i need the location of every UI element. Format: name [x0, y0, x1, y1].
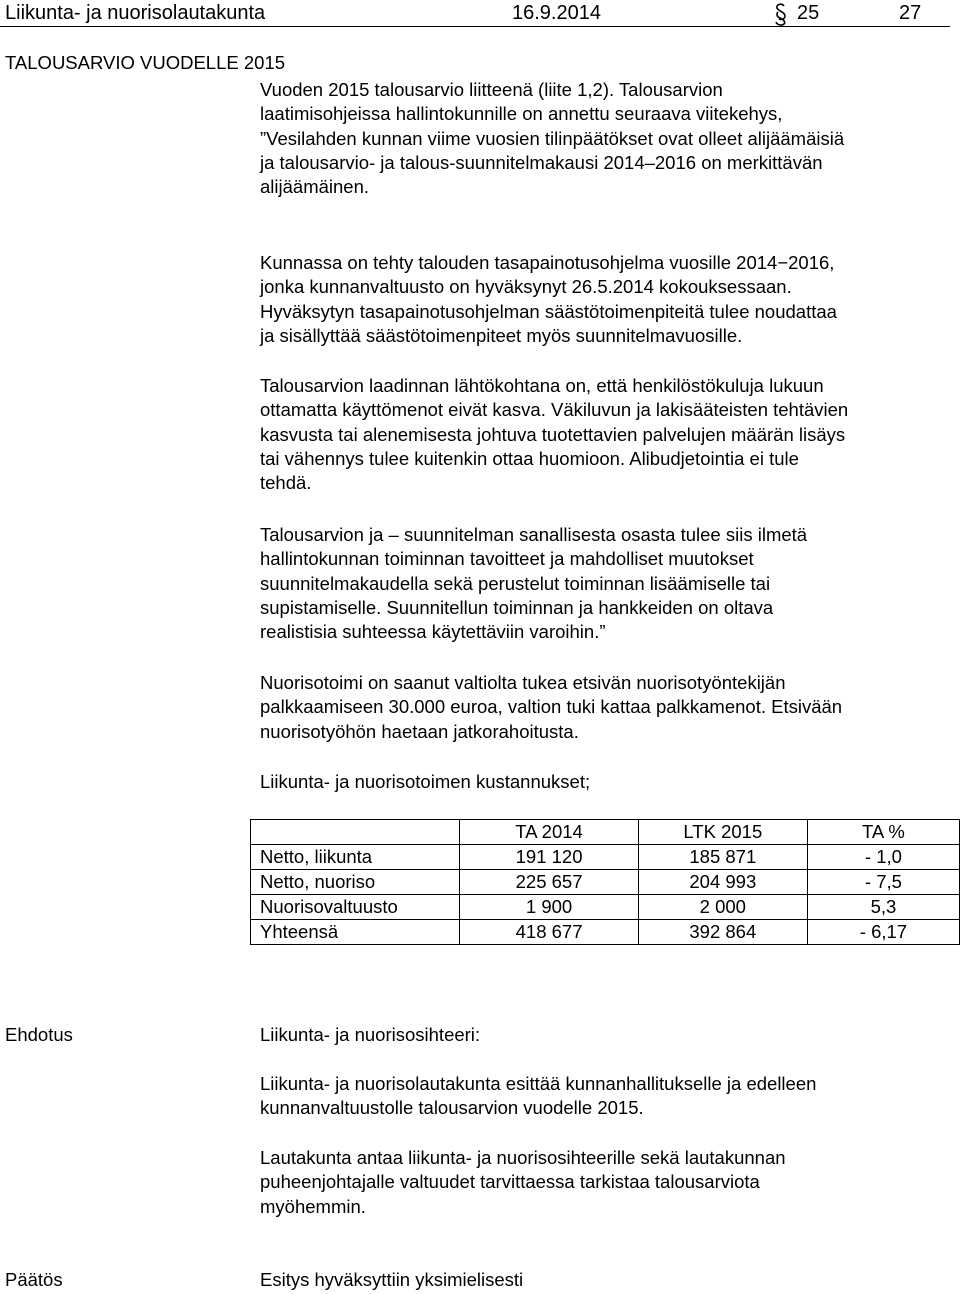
text-line: Hyväksytyn tasapainotusohjelman säästötoimenpiteitä tulee noudattaa [260, 300, 837, 322]
text-line: supistamiselle. Suunnitellun toiminnan ja hankkeiden on oltava [260, 596, 774, 618]
page-number: 27 [899, 2, 922, 24]
cost-table [250, 819, 960, 945]
paragraph-balancing-program [260, 251, 955, 348]
table-cell: - 6,17 [807, 920, 959, 945]
text-line: kasvusta tai alenemisesta johtuva tuotettavien palvelujen määrän lisäys [260, 423, 846, 445]
text-line: alijäämäinen. [260, 176, 370, 198]
paragraph-youth-worker [260, 671, 955, 744]
table-cell: - 7,5 [807, 870, 959, 895]
table-cell: - 1,0 [807, 845, 959, 870]
text-line: palkkaamiseen 30.000 euroa, valtion tuki kattaa palkkamenot. Etsivään [260, 696, 843, 718]
text-line: ottamatta käyttömenot eivät kasva. Väkiluvun ja lakisääteisten tehtävien [260, 399, 849, 421]
table-cell: 204 993 [638, 870, 807, 895]
header-divider [0, 26, 950, 27]
table-row [251, 870, 960, 895]
meeting-date: 16.9.2014 [512, 2, 601, 24]
text-line: Esitys hyväksyttiin yksimielisesti [260, 1269, 524, 1290]
table-cell: 1 900 [460, 895, 638, 920]
table-cell: 392 864 [638, 920, 807, 945]
text-line: ja talousarvio- ja talous-suunnitelmakausi 2014–2016 on merkittävän [260, 151, 823, 173]
paragraph-costs-heading [260, 770, 955, 794]
table-cell: Netto, nuoriso [251, 870, 460, 895]
decision-text [260, 1268, 955, 1292]
text-line: hallintokunnan toiminnan tavoitteet ja mahdolliset muutokset [260, 548, 754, 570]
text-line: jonka kunnanvaltuusto on hyväksynyt 26.5.2014 kokouksessaan. [260, 276, 792, 298]
section-number: 25 [797, 2, 820, 24]
text-line: Talousarvion ja – suunnitelman sanallisesta osasta tulee siis ilmetä [260, 524, 808, 545]
text-line: Lautakunta antaa liikunta- ja nuorisosihteerille sekä lautakunnan [260, 1147, 786, 1168]
table-header-cell: LTK 2015 [638, 820, 807, 845]
section-sign-icon [772, 2, 790, 26]
text-line: puheenjohtajalle valtuudet tarvittaessa tarkistaa talousarviota [260, 1171, 760, 1193]
text-line: Talousarvion laadinnan lähtökohtana on, että henkilöstökuluja lukuun [260, 375, 824, 396]
table-cell: 191 120 [460, 845, 638, 870]
table-cell: Yhteensä [251, 920, 460, 945]
table-row [251, 845, 960, 870]
table-row [251, 895, 960, 920]
table-cell: Netto, liikunta [251, 845, 460, 870]
table-header-cell [251, 820, 460, 845]
text-line: kunnanvaltuustolle talousarvion vuodelle 2015. [260, 1097, 644, 1119]
text-line: tehdä. [260, 472, 312, 494]
committee-name: Liikunta- ja nuorisolautakunta [5, 2, 266, 24]
decision-label: Päätös [5, 1269, 63, 1290]
text-line: suunnitelmakaudella sekä perustelut toiminnan lisäämiselle tai [260, 572, 771, 594]
text-line: Liikunta- ja nuorisotoimen kustannukset; [260, 771, 591, 792]
text-line: nuorisotyöhön haetaan jatkorahoitusta. [260, 720, 579, 742]
table-header-cell: TA % [807, 820, 959, 845]
text-line: tai vähennys tulee kuitenkin ottaa huomioon. Alibudjetointia ei tule [260, 447, 799, 469]
proposal-label: Ehdotus [5, 1024, 73, 1045]
table-cell: 225 657 [460, 870, 638, 895]
text-line: Nuorisotoimi on saanut valtiolta tukea etsivän nuorisotyöntekijän [260, 672, 786, 693]
proposal-text [260, 1072, 955, 1121]
table-cell: 418 677 [460, 920, 638, 945]
page-header [0, 0, 950, 28]
text-line: myöhemmin. [260, 1195, 366, 1217]
text-line: ”Vesilahden kunnan viime vuosien tilinpäätökset ovat olleet alijäämäisiä [260, 127, 845, 149]
document-title: TALOUSARVIO VUODELLE 2015 [5, 52, 286, 73]
table-cell: 185 871 [638, 845, 807, 870]
text-line: Liikunta- ja nuorisolautakunta esittää kunnanhallitukselle ja edelleen [260, 1073, 817, 1094]
table-row [251, 920, 960, 945]
text-line: ja sisällyttää säästötoimenpiteet myös suunnitelmavuosille. [260, 324, 743, 346]
table-cell: 5,3 [807, 895, 959, 920]
text-line: realistisia suhteessa käytettäviin varoihin.” [260, 621, 606, 643]
paragraph-verbal-part [260, 523, 955, 644]
table-header-row [251, 820, 960, 845]
text-line: Kunnassa on tehty talouden tasapainotusohjelma vuosille 2014−2016, [260, 252, 835, 273]
text-line: laatimisohjeissa hallintokunnille on annettu seuraava viitekehys, [260, 103, 783, 125]
proposal-text-authorization [260, 1146, 955, 1219]
table-header-cell: TA 2014 [460, 820, 638, 845]
table-cell: Nuorisovaltuusto [251, 895, 460, 920]
paragraph-guidelines [260, 78, 955, 199]
text-line: Liikunta- ja nuorisosihteeri: [260, 1024, 481, 1045]
paragraph-starting-point [260, 374, 955, 495]
proposal-presenter [260, 1023, 955, 1047]
text-line: Vuoden 2015 talousarvio liitteenä (liite 1,2). Talousarvion [260, 79, 723, 100]
table-cell: 2 000 [638, 895, 807, 920]
